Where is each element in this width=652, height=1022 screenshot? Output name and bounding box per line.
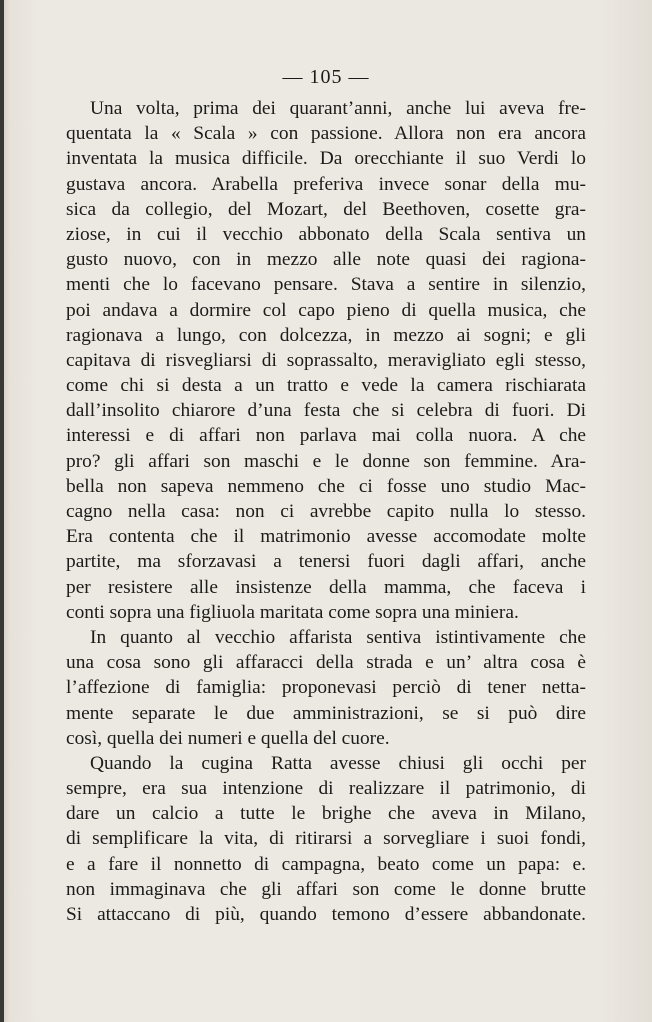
text-line: di semplificare la vita, di ritirarsi a sorvegliare i suoi fondi, [66, 828, 586, 850]
text-line: e a fare il nonnetto di campagna, beato come un papa: e. [66, 853, 586, 875]
text-line: conti sopra una figliuola maritata come sopra una miniera. [66, 601, 519, 623]
text-line: come chi si desta a un tratto e vede la camera rischiarata [66, 375, 586, 397]
body-text [66, 96, 586, 927]
text-line: gusto nuovo, con in mezzo alle note quasi dei ragiona- [66, 249, 586, 271]
text-line: per resistere alle insistenze della mamma, che faceva i [66, 576, 586, 598]
text-line: Una volta, prima dei quarant’anni, anche lui aveva fre- [90, 98, 586, 119]
text-line: bella non sapeva nemmeno che ci fosse uno studio Mac- [66, 475, 586, 497]
text-line: mente separate le due amministrazioni, se si può dire [66, 702, 586, 724]
text-line: ziose, in cui il vecchio abbonato della Scala sentiva un [66, 223, 586, 245]
text-line: una cosa sono gli affaracci della strada e un’ altra cosa è [66, 652, 586, 674]
text-line: quentata la « Scala » con passione. Allora non era ancora [66, 123, 586, 145]
text-line: poi andava a dormire col capo pieno di quella musica, che [66, 299, 586, 321]
text-line: inventata la musica difficile. Da orecchiante il suo Verdi lo [66, 148, 586, 170]
text-line: gustava ancora. Arabella preferiva invece sonar della mu- [66, 173, 586, 195]
text-line: ragionava a lungo, con dolcezza, in mezzo ai sogni; e gli [66, 324, 586, 346]
text-line: dare un calcio a tutte le brighe che aveva in Milano, [66, 803, 586, 825]
text-line: Si attaccano di più, quando temono d’essere abbandonate. [66, 904, 586, 925]
text-line: Era contenta che il matrimonio avesse accomodate molte [66, 526, 586, 548]
text-line: Quando la cugina Ratta avesse chiusi gli occhi per [90, 752, 586, 774]
text-line: dall’insolito chiarore d’una festa che si celebra di fuori. Di [66, 400, 586, 422]
text-line: menti che lo facevano pensare. Stava a sentire in silenzio, [66, 274, 586, 296]
text-line: l’affezione di famiglia: proponevasi perciò di tener netta- [66, 677, 586, 699]
text-line: capitava di risvegliarsi di soprassalto, meravigliato egli stesso, [66, 349, 586, 371]
text-line: così, quella dei numeri e quella del cuore. [66, 727, 390, 749]
text-line: cagno nella casa: non ci avrebbe capito nulla lo stesso. [66, 501, 586, 522]
text-line: partite, ma sforzavasi a tenersi fuori dagli affari, anche [66, 551, 586, 573]
text-line: sica da collegio, del Mozart, del Beethoven, cosette gra- [66, 198, 586, 220]
text-line: In quanto al vecchio affarista sentiva istintivamente che [90, 626, 586, 648]
text-line: pro? gli affari son maschi e le donne son femmine. Ara- [66, 450, 586, 472]
text-line: non immaginava che gli affari son come le donne brutte [66, 878, 586, 900]
text-line: interessi e di affari non parlava mai colla nuora. A che [66, 425, 586, 447]
page-number: — 105 — [282, 66, 370, 88]
page-binding-edge [0, 0, 4, 1022]
text-line: sempre, era sua intenzione di realizzare il patrimonio, di [66, 778, 586, 800]
